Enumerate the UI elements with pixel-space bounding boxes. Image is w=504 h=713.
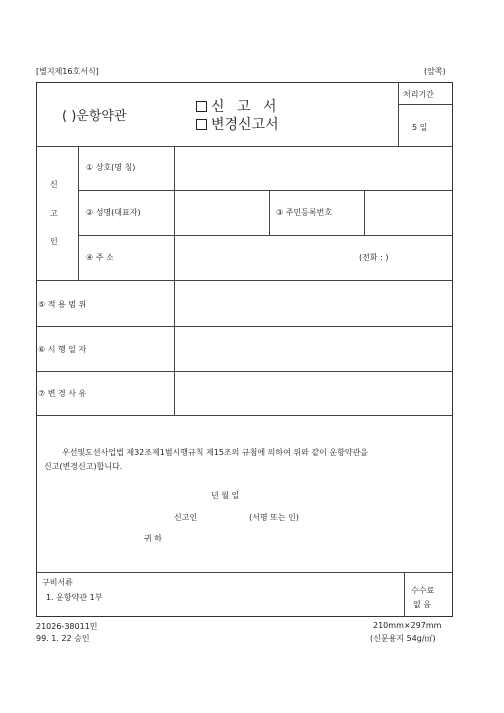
form-code: 21026-38011민 [36, 622, 98, 631]
change-reason-label: ⑦ 변 경 사 유 [38, 389, 87, 398]
phone-label: (전화 : ) [359, 253, 389, 262]
signature-placeholder[interactable]: (서명 또는 인) [249, 513, 299, 522]
paper-size: 210mm×297mm [373, 621, 442, 630]
checkbox-change-report[interactable] [196, 119, 207, 130]
option-report[interactable]: 신 고 서 [196, 96, 280, 116]
scope-label: ⑤ 적 용 범 위 [38, 300, 87, 309]
resident-number-label: ③ 주민등록번호 [276, 208, 333, 217]
applicant-label-2: 고 [50, 209, 58, 218]
required-document-item: 1. 운항약관 1부 [46, 593, 103, 602]
paper-type: (신문용지 54g/㎡) [370, 634, 436, 643]
effective-date-label: ⑥ 시 행 일 자 [38, 345, 87, 354]
applicant-sign-label: 신고인 [174, 513, 198, 522]
form-number: [별지제16호서식] [36, 67, 99, 76]
address-label: ④ 주 소 [86, 253, 114, 262]
applicant-label-1: 신 [50, 180, 58, 189]
statement-line-1: 우선및도선사업법 제32조제1범시행규칙 제15조의 규첨에 의하여 위와 같이 운항약관을 [62, 448, 368, 457]
submission-date: 년 월 일 [211, 491, 240, 500]
recipient-label: 귀 하 [144, 534, 162, 543]
representative-name-field[interactable] [176, 192, 267, 233]
approval-date: 99. 1. 22 승인 [36, 634, 90, 643]
required-documents-label: 구비서류 [42, 578, 73, 587]
scope-field[interactable] [176, 282, 451, 324]
fee-label: 수수료 [411, 586, 435, 595]
form-title: ( )운항약관 [62, 109, 127, 124]
address-field[interactable] [176, 237, 356, 278]
trade-name-label: ① 상호(명 칭) [86, 163, 136, 172]
processing-period-label: 처리기간 [403, 90, 434, 99]
page-side-label: (앞쪽) [424, 67, 446, 76]
change-reason-field[interactable] [176, 373, 451, 413]
statement-line-2: 신고(변경신고)합니다. [44, 462, 123, 471]
option-change-report[interactable]: 변경신고서 [196, 114, 279, 134]
checkbox-report[interactable] [196, 101, 207, 112]
representative-name-label: ② 성명(대표자) [86, 208, 141, 217]
fee-value: 없 음 [413, 600, 431, 609]
applicant-label-3: 인 [50, 237, 58, 246]
trade-name-field[interactable] [176, 148, 451, 188]
processing-period-value: 5 일 [412, 123, 428, 132]
effective-date-field[interactable] [176, 328, 451, 369]
resident-number-field[interactable] [366, 192, 451, 233]
